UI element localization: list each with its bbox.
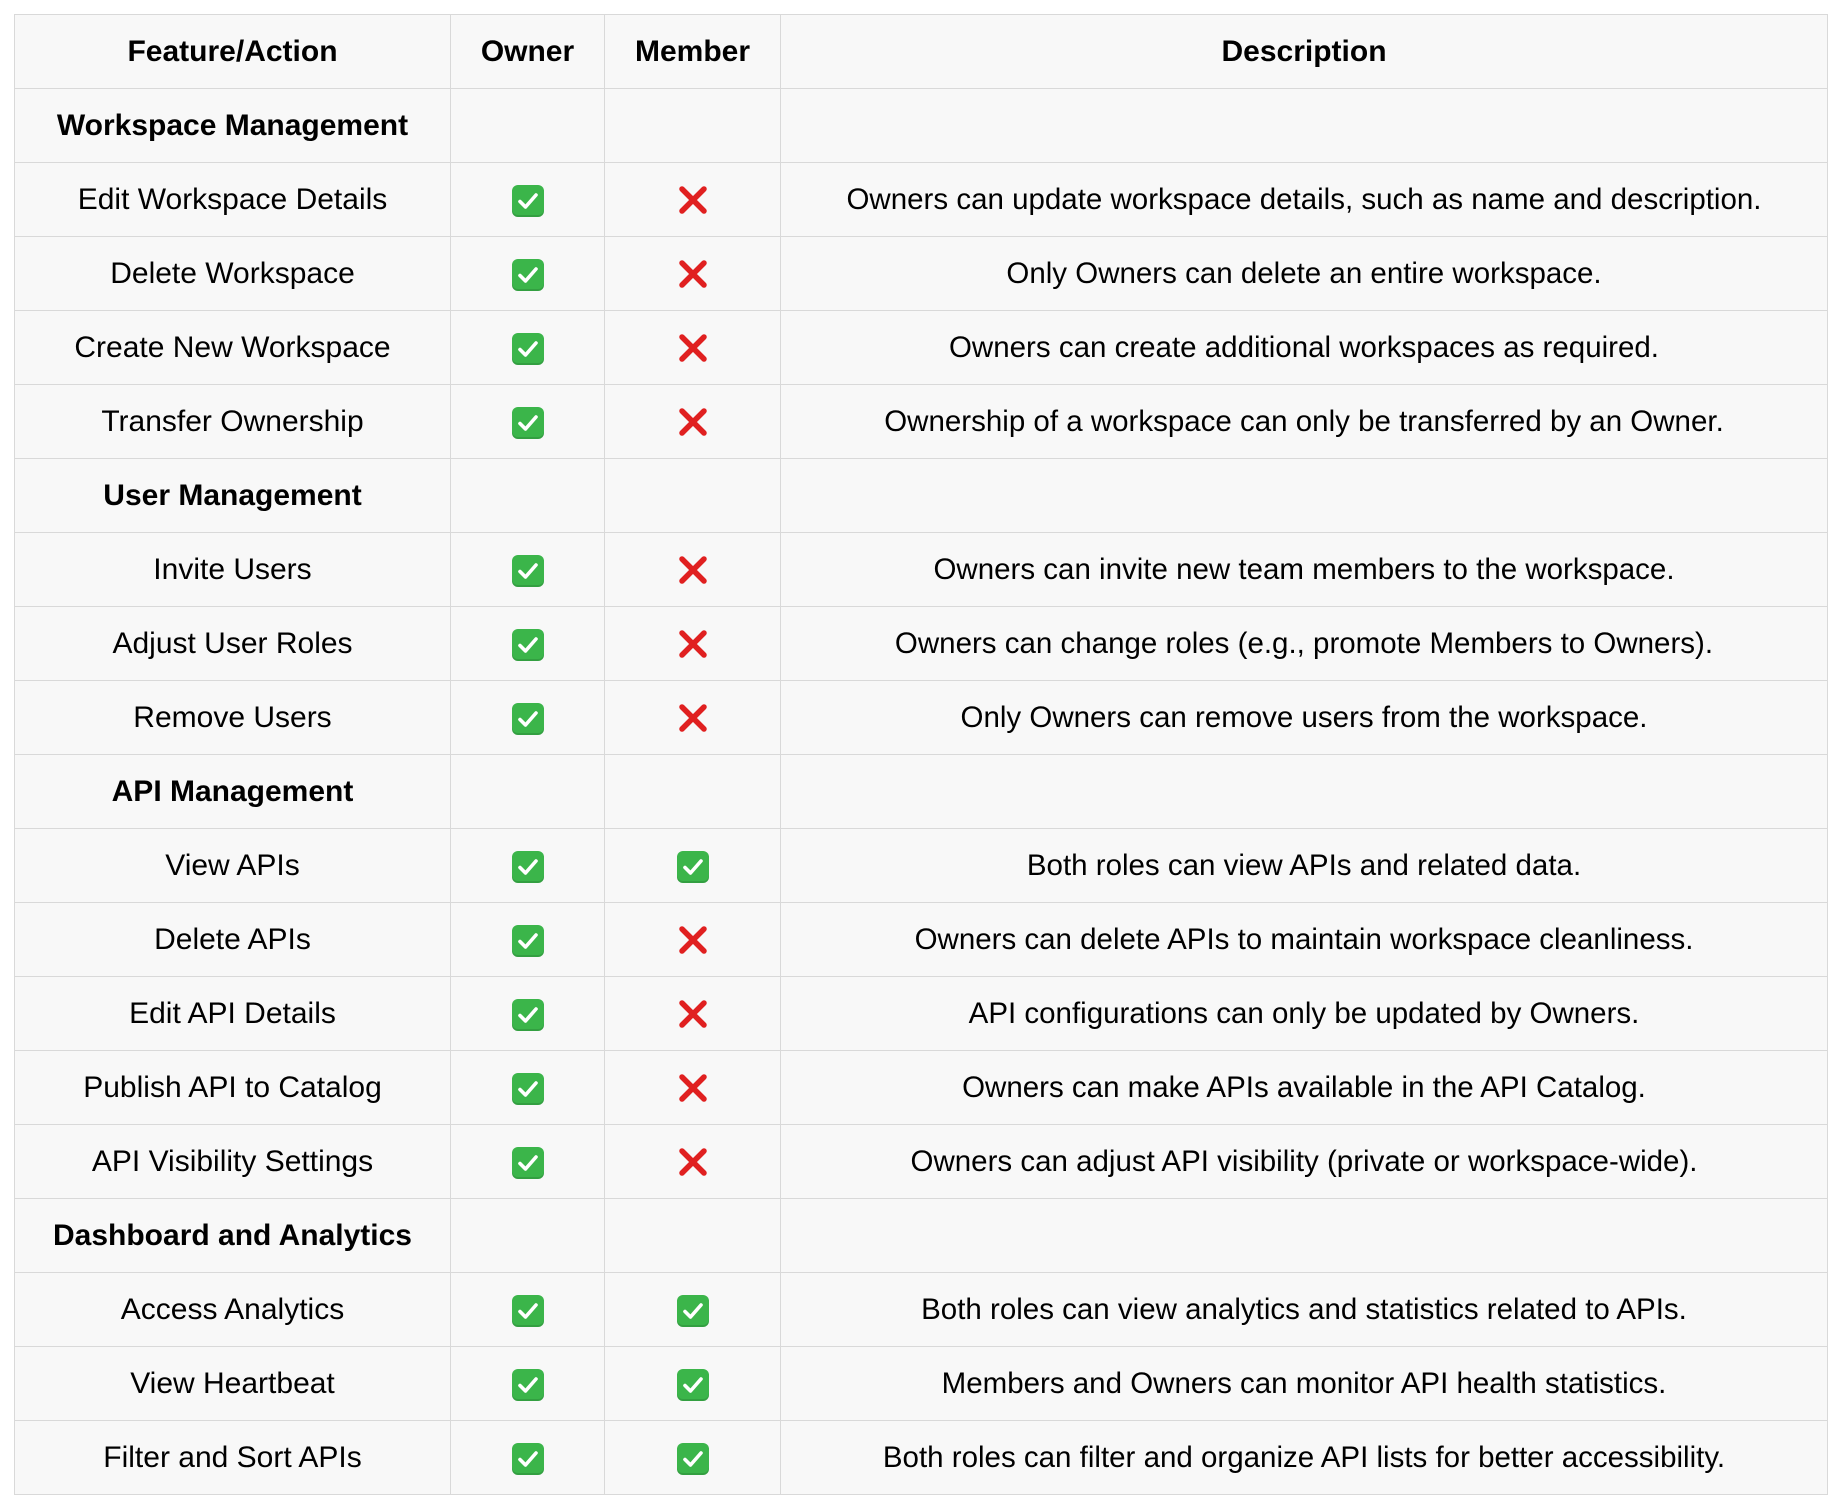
check-mark-button-icon — [512, 999, 544, 1031]
section-title: User Management — [15, 459, 451, 533]
section-row — [15, 755, 1828, 829]
member-permission-cell — [605, 1125, 781, 1199]
feature-cell: View APIs — [15, 829, 451, 903]
check-mark-button-icon — [512, 629, 544, 661]
empty-cell — [605, 89, 781, 163]
check-mark-button-icon — [677, 1295, 709, 1327]
member-permission-cell — [605, 1273, 781, 1347]
feature-cell: Remove Users — [15, 681, 451, 755]
feature-cell: Edit Workspace Details — [15, 163, 451, 237]
description-cell: Both roles can view APIs and related data. — [781, 829, 1828, 903]
header-row — [15, 15, 1828, 89]
owner-permission-cell — [451, 1273, 605, 1347]
table-row — [15, 163, 1828, 237]
description-cell: Only Owners can remove users from the workspace. — [781, 681, 1828, 755]
cross-mark-icon — [676, 627, 710, 661]
table-row — [15, 1347, 1828, 1421]
member-permission-cell — [605, 237, 781, 311]
table-row — [15, 1421, 1828, 1495]
owner-permission-cell — [451, 681, 605, 755]
cross-mark-icon — [676, 997, 710, 1031]
owner-permission-cell — [451, 533, 605, 607]
description-cell: Only Owners can delete an entire workspace. — [781, 237, 1828, 311]
description-cell: API configurations can only be updated by Owners. — [781, 977, 1828, 1051]
member-permission-cell — [605, 533, 781, 607]
feature-cell: Transfer Ownership — [15, 385, 451, 459]
cross-mark-icon — [676, 405, 710, 439]
section-row — [15, 89, 1828, 163]
feature-cell: Create New Workspace — [15, 311, 451, 385]
cross-mark-icon — [676, 331, 710, 365]
table-header — [15, 15, 1828, 89]
empty-cell — [781, 459, 1828, 533]
check-mark-button-icon — [512, 851, 544, 883]
table-row — [15, 903, 1828, 977]
check-mark-button-icon — [512, 703, 544, 735]
owner-permission-cell — [451, 903, 605, 977]
table-row — [15, 681, 1828, 755]
owner-permission-cell — [451, 1125, 605, 1199]
table-body — [15, 89, 1828, 1495]
check-mark-button-icon — [512, 1147, 544, 1179]
owner-permission-cell — [451, 977, 605, 1051]
section-title: Workspace Management — [15, 89, 451, 163]
member-permission-cell — [605, 977, 781, 1051]
empty-cell — [781, 1199, 1828, 1273]
member-permission-cell — [605, 163, 781, 237]
check-mark-button-icon — [512, 185, 544, 217]
table-row — [15, 607, 1828, 681]
section-title: Dashboard and Analytics — [15, 1199, 451, 1273]
check-mark-button-icon — [512, 1443, 544, 1475]
permissions-table-container — [14, 14, 1827, 1495]
member-permission-cell — [605, 1051, 781, 1125]
member-permission-cell — [605, 385, 781, 459]
owner-permission-cell — [451, 163, 605, 237]
table-row — [15, 1125, 1828, 1199]
member-permission-cell — [605, 681, 781, 755]
table-row — [15, 533, 1828, 607]
description-cell: Members and Owners can monitor API health statistics. — [781, 1347, 1828, 1421]
feature-cell: View Heartbeat — [15, 1347, 451, 1421]
check-mark-button-icon — [512, 1073, 544, 1105]
table-row — [15, 311, 1828, 385]
empty-cell — [605, 1199, 781, 1273]
description-cell: Owners can delete APIs to maintain workspace cleanliness. — [781, 903, 1828, 977]
feature-cell: Access Analytics — [15, 1273, 451, 1347]
cross-mark-icon — [676, 701, 710, 735]
check-mark-button-icon — [677, 1369, 709, 1401]
empty-cell — [451, 755, 605, 829]
feature-cell: Publish API to Catalog — [15, 1051, 451, 1125]
empty-cell — [451, 459, 605, 533]
section-row — [15, 459, 1828, 533]
owner-permission-cell — [451, 1051, 605, 1125]
owner-permission-cell — [451, 1421, 605, 1495]
section-row — [15, 1199, 1828, 1273]
table-row — [15, 977, 1828, 1051]
description-cell: Ownership of a workspace can only be transferred by an Owner. — [781, 385, 1828, 459]
member-permission-cell — [605, 1347, 781, 1421]
table-row — [15, 237, 1828, 311]
table-row — [15, 1051, 1828, 1125]
feature-cell: Invite Users — [15, 533, 451, 607]
check-mark-button-icon — [512, 1295, 544, 1327]
table-row — [15, 385, 1828, 459]
feature-cell: Edit API Details — [15, 977, 451, 1051]
check-mark-button-icon — [677, 1443, 709, 1475]
cross-mark-icon — [676, 257, 710, 291]
table-row — [15, 829, 1828, 903]
cross-mark-icon — [676, 553, 710, 587]
empty-cell — [605, 755, 781, 829]
empty-cell — [605, 459, 781, 533]
check-mark-button-icon — [677, 851, 709, 883]
check-mark-button-icon — [512, 555, 544, 587]
owner-permission-cell — [451, 237, 605, 311]
member-permission-cell — [605, 607, 781, 681]
member-permission-cell — [605, 311, 781, 385]
description-cell: Both roles can view analytics and statistics related to APIs. — [781, 1273, 1828, 1347]
owner-permission-cell — [451, 829, 605, 903]
description-cell: Owners can invite new team members to the workspace. — [781, 533, 1828, 607]
owner-permission-cell — [451, 1347, 605, 1421]
feature-cell: Filter and Sort APIs — [15, 1421, 451, 1495]
description-cell: Owners can make APIs available in the API Catalog. — [781, 1051, 1828, 1125]
permissions-table — [14, 14, 1828, 1495]
empty-cell — [781, 89, 1828, 163]
description-cell: Both roles can filter and organize API lists for better accessibility. — [781, 1421, 1828, 1495]
empty-cell — [451, 89, 605, 163]
description-cell: Owners can update workspace details, such as name and description. — [781, 163, 1828, 237]
check-mark-button-icon — [512, 407, 544, 439]
description-cell: Owners can create additional workspaces as required. — [781, 311, 1828, 385]
empty-cell — [451, 1199, 605, 1273]
empty-cell — [781, 755, 1828, 829]
member-permission-cell — [605, 1421, 781, 1495]
table-row — [15, 1273, 1828, 1347]
feature-cell: Delete APIs — [15, 903, 451, 977]
description-cell: Owners can change roles (e.g., promote Members to Owners). — [781, 607, 1828, 681]
feature-cell: API Visibility Settings — [15, 1125, 451, 1199]
section-title: API Management — [15, 755, 451, 829]
cross-mark-icon — [676, 923, 710, 957]
description-cell: Owners can adjust API visibility (private or workspace-wide). — [781, 1125, 1828, 1199]
header-member: Member — [605, 15, 781, 89]
check-mark-button-icon — [512, 1369, 544, 1401]
owner-permission-cell — [451, 607, 605, 681]
header-description: Description — [781, 15, 1828, 89]
member-permission-cell — [605, 829, 781, 903]
feature-cell: Adjust User Roles — [15, 607, 451, 681]
owner-permission-cell — [451, 311, 605, 385]
member-permission-cell — [605, 903, 781, 977]
header-feature-action: Feature/Action — [15, 15, 451, 89]
check-mark-button-icon — [512, 333, 544, 365]
check-mark-button-icon — [512, 925, 544, 957]
owner-permission-cell — [451, 385, 605, 459]
header-owner: Owner — [451, 15, 605, 89]
cross-mark-icon — [676, 183, 710, 217]
cross-mark-icon — [676, 1145, 710, 1179]
feature-cell: Delete Workspace — [15, 237, 451, 311]
cross-mark-icon — [676, 1071, 710, 1105]
check-mark-button-icon — [512, 259, 544, 291]
